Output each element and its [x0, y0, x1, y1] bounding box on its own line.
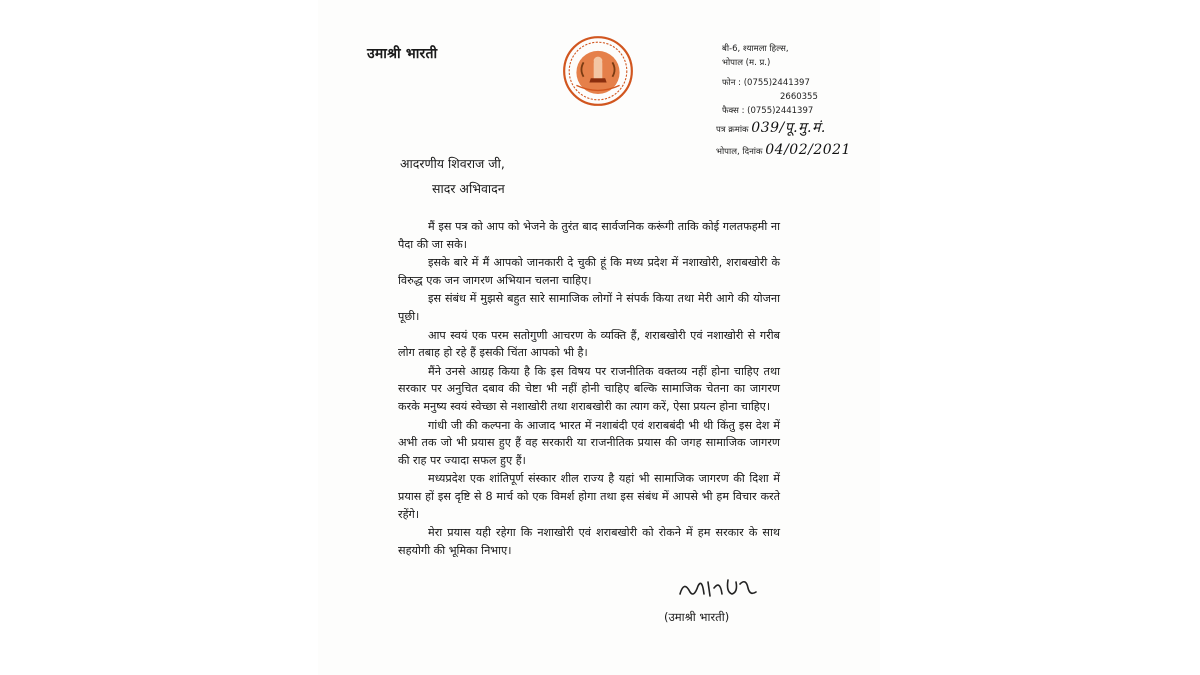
fax-number: फैक्स : (0755)2441397 [722, 106, 814, 116]
letter-body [398, 218, 780, 560]
body-paragraph: मध्यप्रदेश एक शांतिपूर्ण संस्कार शील राज्य है यहां भी सामाजिक जागरण की दिशा में प्रयास हों इस दृष्टि से 8 मार्च को एक विमर्श होगा तथा इस संबंध में आपसे भी हम विचार करते रहेंगे। [398, 472, 780, 521]
phone-number-extra: 2660355 [780, 92, 818, 102]
phone-number: फोन : (0755)2441397 [722, 78, 810, 88]
sender-name: उमाश्री भारती [367, 46, 438, 62]
madhya-pradesh-emblem-icon [562, 35, 634, 107]
body-paragraph: गांधी जी की कल्पना के आजाद भारत में नशाबंदी एवं शराबबंदी भी थी किंतु इस देश में अभी तक जो भी प्रयास हुए हैं वह सरकारी या राजनीतिक प्रयास की जगह सामाजिक जागरण की राह पर ज्यादा सफल हुए हैं। [398, 418, 780, 467]
letter-number-row [716, 118, 851, 140]
address-line: भोपाल (म. प्र.) [722, 58, 771, 68]
date-value: 04/02/2021 [765, 142, 851, 158]
handwritten-signature-icon [676, 574, 764, 604]
body-paragraph: इसके बारे में मैं आपको जानकारी दे चुकी हूं कि मध्य प्रदेश में नशाखोरी, शराबखोरी के विरुद्ध एक जन जागरण अभियान चलना चाहिए। [398, 256, 780, 287]
date-row [716, 140, 851, 162]
body-paragraph: मैंने उनसे आग्रह किया है कि इस विषय पर राजनीतिक वक्तव्य नहीं होना चाहिए तथा सरकार पर अनुचित दबाव की चेष्टा भी नहीं होनी चाहिए बल्कि सामाजिक चेतना का जागरण करके मनुष्य स्वयं स्वेच्छा से नशाखोरी तथा शराबखोरी का त्याग करें, ऐसा प्रयत्न होना चाहिए। [398, 364, 780, 413]
body-paragraph: आप स्वयं एक परम सतोगुणी आचरण के व्यक्ति हैं, शराबखोरी एवं नशाखोरी से गरीब लोग तबाह हो रहे हैं इसकी चिंता आपको भी है। [398, 328, 780, 360]
letter-reference [716, 118, 851, 162]
letterhead-address [722, 42, 818, 118]
address-line: बी-6, श्यामला हिल्स, [722, 44, 789, 54]
date-label: भोपाल, दिनांक [716, 147, 763, 157]
letter-number-label: पत्र क्रमांक [716, 125, 749, 135]
letter-number-value: 039/पू.मु.मं. [751, 120, 826, 136]
body-paragraph: मेरा प्रयास यही रहेगा कि नशाखोरी एवं शराबखोरी को रोकने में हम सरकार के साथ सहयोगी की भूमिका निभाए। [398, 526, 780, 557]
greeting: सादर अभिवादन [432, 181, 505, 196]
salutation: आदरणीय शिवराज जी, [400, 156, 505, 171]
signed-name: (उमाश्री भारती) [664, 610, 730, 624]
body-paragraph: इस संबंध में मुझसे बहुत सारे सामाजिक लोगों ने संपर्क किया तथा मेरी आगे की योजना पूछी। [398, 292, 780, 323]
body-paragraph: मैं इस पत्र को आप को भेजने के तुरंत बाद सार्वजनिक करूंगी ताकि कोई गलतफहमी ना पैदा की जा सके। [398, 220, 780, 251]
